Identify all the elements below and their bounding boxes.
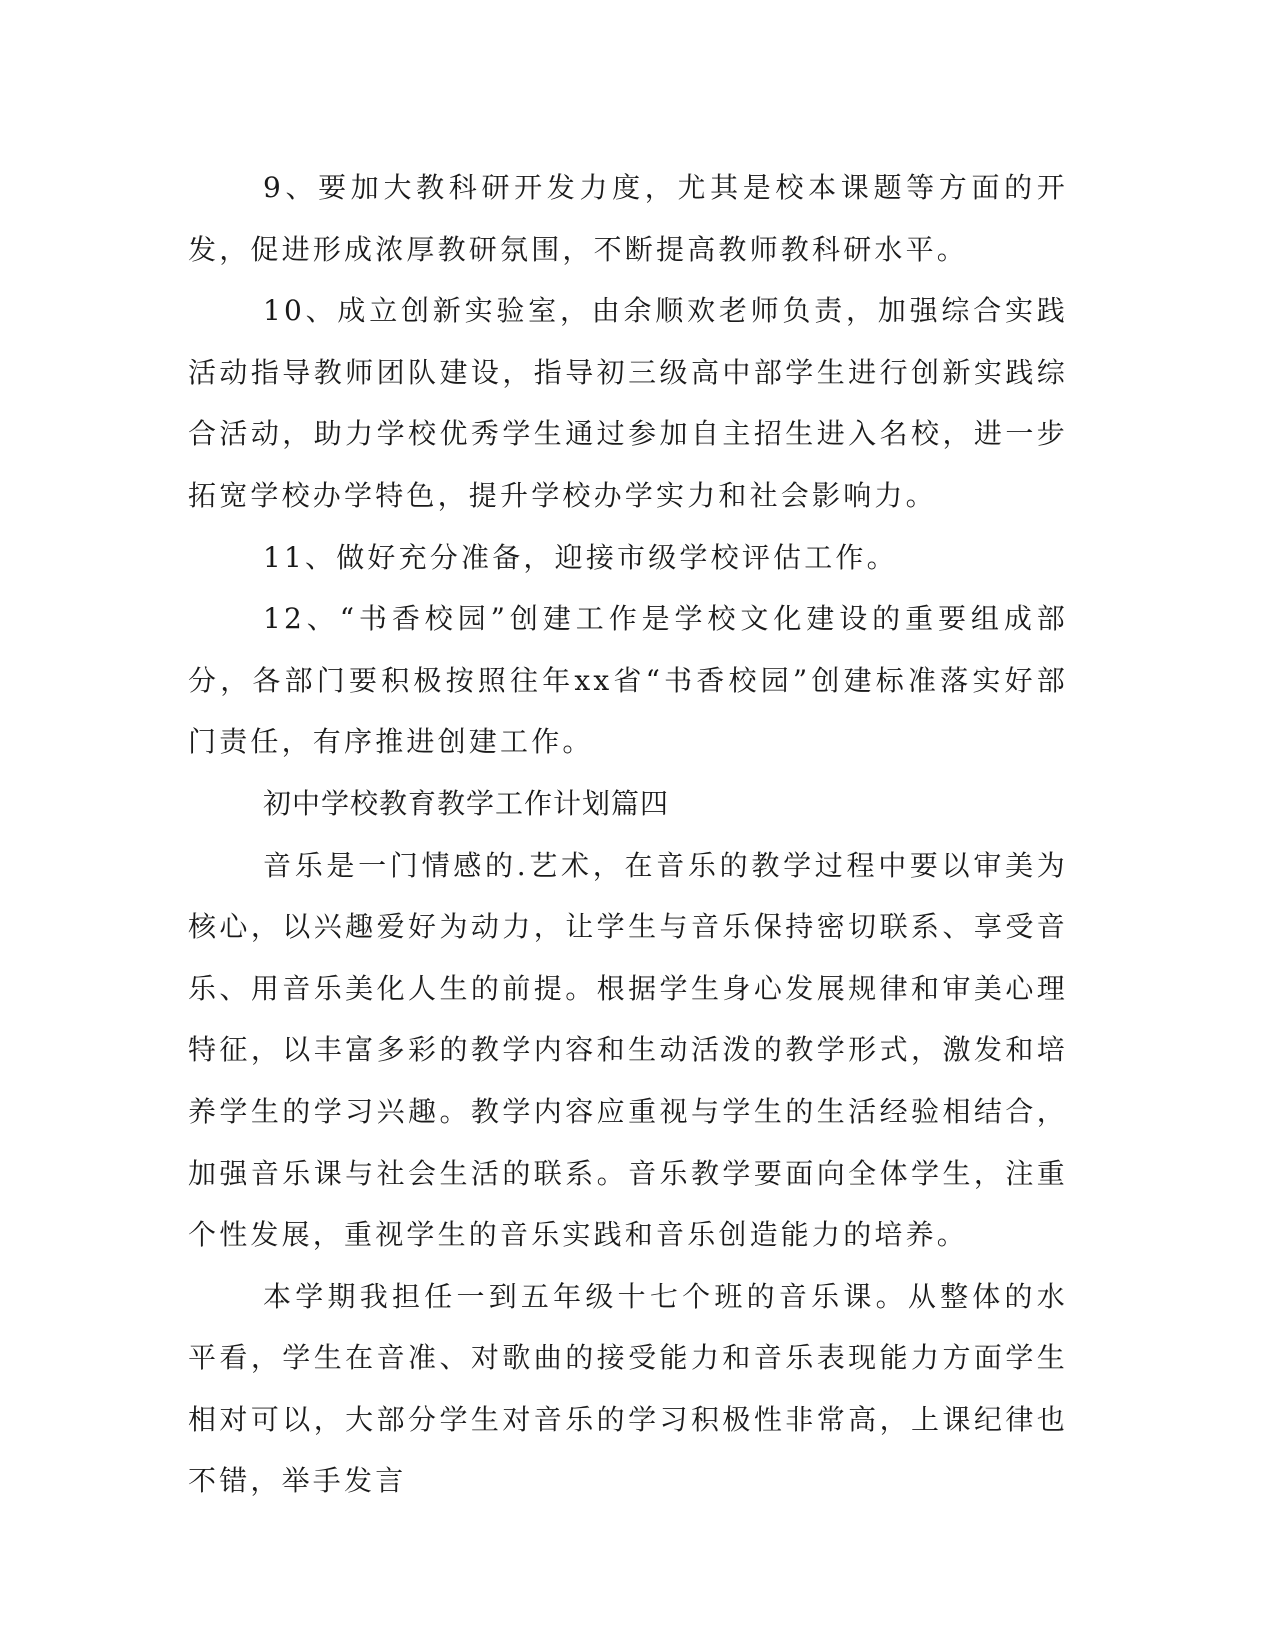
section-paragraph-semester: 本学期我担任一到五年级十七个班的音乐课。从整体的水平看，学生在音准、对歌曲的接受能力和音乐表现能力方面学生相对可以，大部分学生对音乐的学习积极性非常高，上课纪律也不错，举手发言 [188, 1279, 1068, 1498]
section-heading: 初中学校教育教学工作计划篇四 [263, 786, 670, 820]
paragraph-item-9: 9、要加大教科研开发力度，尤其是校本课题等方面的开发，促进形成浓厚教研氛围，不断提高教师教科研水平。 [188, 171, 1068, 266]
paragraph-item-10: 10、成立创新实验室，由余顺欢老师负责，加强综合实践活动指导教师团队建设，指导初三级高中部学生进行创新实践综合活动，助力学校优秀学生通过参加自主招生进入名校，进一步拓宽学校办学特色，提升学校办学实力和社会影响力。 [188, 294, 1068, 512]
paragraph-item-12: 12、“书香校园”创建工作是学校文化建设的重要组成部分，各部门要积极按照往年xx省“书香校园”创建标准落实好部门责任，有序推进创建工作。 [188, 602, 1068, 759]
document-body [188, 157, 1068, 1512]
paragraph-item-11: 11、做好充分准备，迎接市级学校评估工作。 [263, 540, 898, 574]
section-paragraph-music: 音乐是一门情感的.艺术，在音乐的教学过程中要以审美为核心，以兴趣爱好为动力，让学生与音乐保持密切联系、享受音乐、用音乐美化人生的前提。根据学生身心发展规律和审美心理特征，以丰富多彩的教学内容和生动活泼的教学形式，激发和培养学生的学习兴趣。教学内容应重视与学生的生活经验相结合，加强音乐课与社会生活的联系。音乐教学要面向全体学生，注重个性发展，重视学生的音乐实践和音乐创造能力的培养。 [188, 848, 1068, 1252]
